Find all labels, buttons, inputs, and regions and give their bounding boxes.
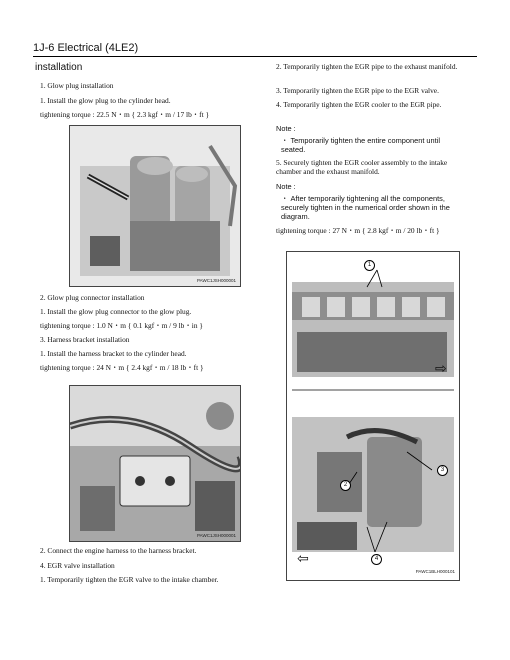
torque-harness-bracket: tightening torque : 24 N・m { 2.4 kgf・m / 18 lb・ft } — [40, 363, 204, 372]
torque-glow-plug: tightening torque : 22.5 N・m { 2.3 kgf・m / 17 lb・ft } — [40, 110, 210, 119]
section-title: installation — [35, 62, 83, 73]
callout-2: 2 — [340, 480, 351, 491]
harness-bracket-illustration — [70, 386, 240, 541]
note-label: Note : — [276, 124, 296, 133]
figure-id: PAWC1JSH000001 — [196, 533, 236, 538]
note-text: ・ After temporarily tightening all the components, securely tighten in the numerical order shown in the diagram. — [281, 194, 450, 221]
callout-4: 4 — [371, 554, 382, 565]
callout-3: 3 — [437, 465, 448, 476]
substep-install-harness-bracket: 1. Install the harness bracket to the cylinder head. — [40, 349, 187, 358]
step-egr-valve: 4. EGR valve installation — [40, 561, 115, 570]
callout-1: 1 — [364, 260, 375, 271]
page-header — [33, 38, 477, 57]
direction-arrow-icon: ⇦ — [297, 551, 309, 567]
substep-install-glow-plug: 1. Install the glow plug to the cylinder head. — [40, 96, 171, 105]
glow-plug-illustration — [70, 126, 240, 286]
substep-connect-engine-harness: 2. Connect the engine harness to the harness bracket. — [40, 546, 197, 555]
substep-tighten-egr-valve: 1. Temporarily tighten the EGR valve to the intake chamber. — [40, 575, 219, 584]
direction-arrow-icon: ⇨ — [435, 361, 447, 377]
step-harness-bracket: 3. Harness bracket installation — [40, 335, 130, 344]
substep-install-connector: 1. Install the glow plug connector to the glow plug. — [40, 307, 192, 316]
figure-glow-plug — [69, 125, 241, 287]
torque-egr: tightening torque : 27 N・m { 2.8 kgf・m / 20 lb・ft } — [276, 226, 440, 235]
egr-assembly-illustration — [287, 252, 459, 580]
figure-id: PAWC1JSH000001 — [196, 278, 236, 283]
torque-connector: tightening torque : 1.0 N・m { 0.1 kgf・m / 9 lb・in } — [40, 321, 203, 330]
note-label: Note : — [276, 182, 296, 191]
note-text: ・ Temporarily tighten the entire component until seated. — [281, 136, 440, 154]
step-glow-plug-connector: 2. Glow plug connector installation — [40, 293, 145, 302]
step-glow-plug-installation: 1. Glow plug installation — [40, 81, 114, 90]
step-tighten-egr-pipe-valve: 3. Temporarily tighten the EGR pipe to the EGR valve. — [276, 86, 439, 95]
step-securely-tighten-cooler: 5. Securely tighten the EGR cooler assembly to the intake chamber and the exhaust manifold. — [276, 158, 448, 176]
step-tighten-egr-cooler: 4. Temporarily tighten the EGR cooler to the EGR pipe. — [276, 100, 442, 109]
step-tighten-egr-pipe-manifold: 2. Temporarily tighten the EGR pipe to the exhaust manifold. — [276, 62, 458, 71]
page-header-title: 1J-6 Electrical (4LE2) — [33, 42, 139, 54]
figure-egr-assembly — [286, 251, 460, 581]
figure-id: PAWC1BLH000101 — [415, 569, 455, 574]
figure-harness-bracket — [69, 385, 241, 542]
